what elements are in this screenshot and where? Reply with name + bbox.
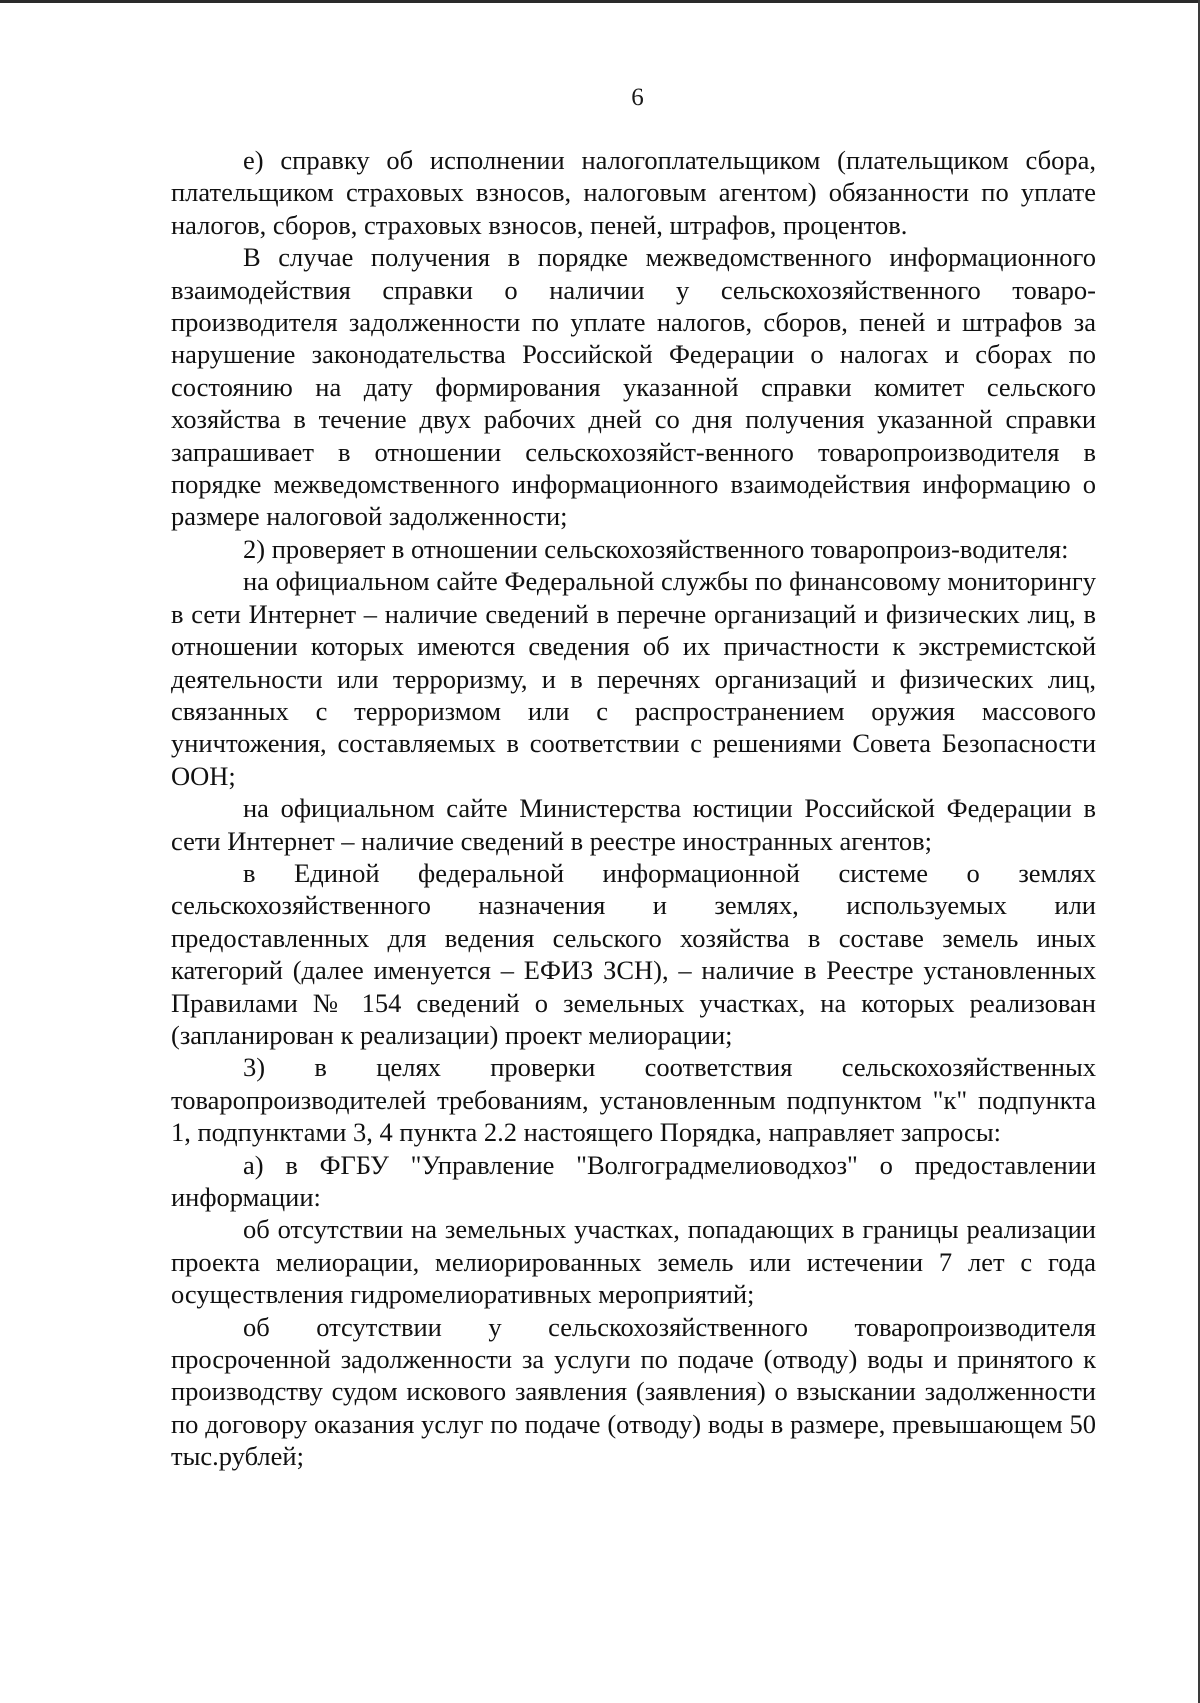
- paragraph-melioration-land: об отсутствии на земельных участках, попадающих в границы реализации проекта мелиорации, мелиорированных земель или истечении 7 лет с года осуществления гидромелиоративных мероприятий;: [171, 1214, 1096, 1310]
- page-number: 6: [631, 84, 644, 111]
- paragraph-item-3a: а) в ФГБУ "Управление "Волгоградмелиоводхоз" о предоставлении информации:: [171, 1149, 1096, 1212]
- paragraph-certificate-tax: е) справку об исполнении налогоплательщиком (плательщиком сбора, плательщиком страховых взносов, налоговым агентом) обязанности по уплате налогов, сборов, страховых взносов, пеней, штрафов, процентов.: [171, 145, 1096, 240]
- paragraph-water-debt: об отсутствии у сельскохозяйственного товаропроизводителя просроченной задолженности за услуги по подаче (отводу) воды и принятого к производству судом искового заявления (заявления) о взыскании задолженности по договору оказания услуг по подаче (отводу) воды в размере, превышающем 50 тыс.рублей;: [171, 1311, 1096, 1472]
- paragraph-efiz-zsn: в Единой федеральной информационной системе о землях сельскохозяйственного назначения и землях, используемых или предоставленных для ведения сельского хозяйства в составе земель иных категорий (далее именуется – ЕФИЗ ЗСН), – наличие в Реестре установленных Правилами № 154 сведений о земельных участках, на которых реализован (запланирован к реализации) проект мелиорации;: [171, 857, 1096, 1050]
- paragraph-minjust: на официальном сайте Министерства юстиции Российской Федерации в сети Интернет – наличие сведений в реестре иностранных агентов;: [171, 793, 1096, 856]
- document-body: [171, 144, 1096, 1473]
- paragraph-item-3: 3) в целях проверки соответствия сельскохозяйственных товаропроизводителей требованиям, установленным подпунктом "к" подпункта 1, подпунктами 3, 4 пункта 2.2 настоящего Порядка, направляет запросы:: [171, 1052, 1096, 1148]
- paragraph-rosfinmonitoring: на официальном сайте Федеральной службы по финансовому мониторингу в сети Интернет – наличие сведений в перечне организаций и физических лиц, в отношении которых имеются сведения об их причастности к экстремистской деятельности или терроризму, и в перечнях организаций и физических лиц, связанных с терроризмом или с распространением оружия массового уничтожения, составляемых в соответствии с решениями Совета Безопасности ООН;: [171, 566, 1096, 791]
- paragraph-item-2: 2) проверяет в отношении сельскохозяйственного товаропроиз-водителя:: [243, 533, 1069, 564]
- scan-top-edge: [0, 0, 1200, 3]
- paragraph-tax-debt: В случае получения в порядке межведомственного информационного взаимодействия справки о наличии у сельскохозяйственного товаро-производителя задолженности по уплате налогов, сборов, пеней и штрафов за нарушение законодательства Российской Федерации о налогах и сборах по состоянию на дату формирования указанной справки комитет сельского хозяйства в течение двух рабочих дней со дня получения указанной справки запрашивает в отношении сельскохозяйст-венного товаропроизводителя в порядке межведомственного информационного взаимодействия информацию о размере налоговой задолженности;: [171, 242, 1096, 532]
